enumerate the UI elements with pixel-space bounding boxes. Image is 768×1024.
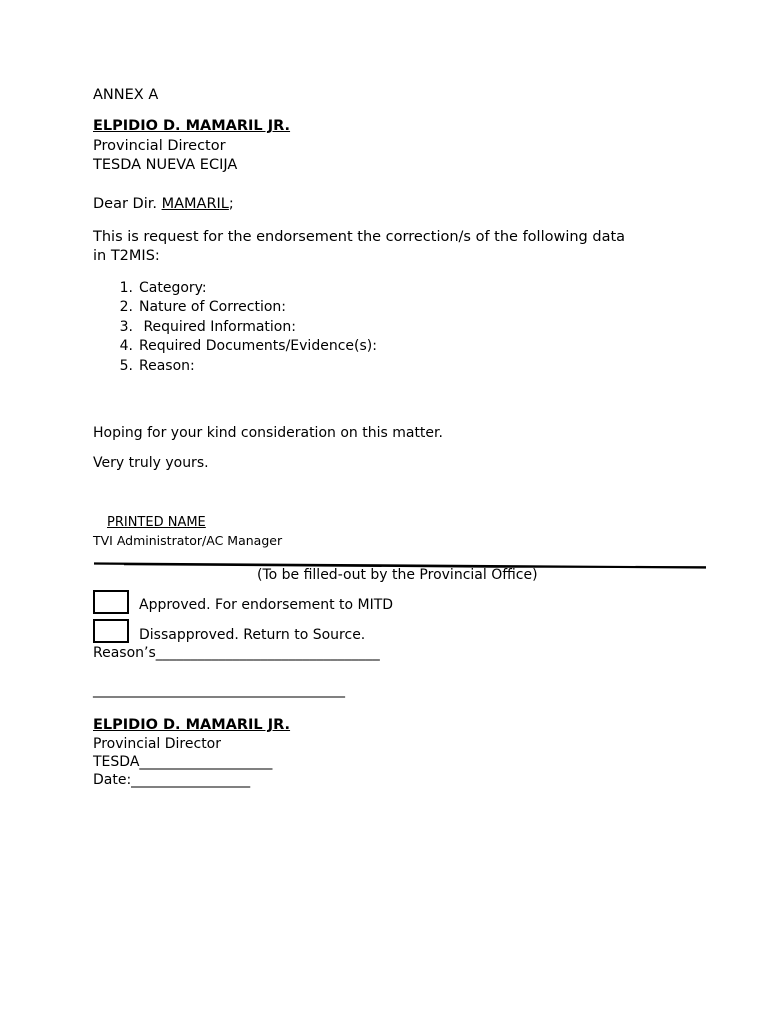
list-item-number: 5. <box>119 358 133 374</box>
valediction: Very truly yours. <box>93 455 209 471</box>
footer-tesda-line: TESDA___________________ <box>93 754 273 770</box>
salutation <box>93 196 234 212</box>
footer-signatory-name: ELPIDIO D. MAMARIL JR. <box>93 717 291 733</box>
disapproved-label: Dissapproved. Return to Source. <box>139 627 366 643</box>
request-line-1: This is request for the endorsement the correction/s of the following data <box>93 229 626 245</box>
list-item <box>109 338 377 354</box>
approved-checkbox[interactable] <box>93 590 129 614</box>
list-item <box>109 280 207 296</box>
footer-date-line: Date:_________________ <box>93 772 251 788</box>
list-item <box>109 319 296 335</box>
closing-line: Hoping for your kind consideration on this matter. <box>93 425 443 441</box>
signatory-position: TVI Administrator/AC Manager <box>93 533 283 548</box>
annex-label: ANNEX A <box>93 87 159 103</box>
list-item-label: Reason: <box>139 358 195 374</box>
addressee-name: ELPIDIO D. MAMARIL JR. <box>93 118 291 134</box>
salutation-name: MAMARIL <box>161 196 229 212</box>
addressee-position: Provincial Director <box>93 138 226 154</box>
list-item <box>109 299 286 315</box>
list-item-label: Nature of Correction: <box>139 299 287 315</box>
footer-signatory-position: Provincial Director <box>93 736 222 752</box>
request-line-2: in T2MIS: <box>93 248 160 264</box>
list-item-number: 3. <box>119 319 133 335</box>
signature-line: ____________________________________ <box>93 682 345 698</box>
list-item-number: 4. <box>119 338 133 354</box>
approved-label: Approved. For endorsement to MITD <box>139 597 394 613</box>
list-item-label: Category: <box>139 280 207 296</box>
salutation-prefix: Dear Dir. <box>93 196 162 212</box>
disapproved-checkbox[interactable] <box>93 619 129 643</box>
salutation-suffix: ; <box>228 196 234 212</box>
list-item-number: 2. <box>119 299 133 315</box>
list-item-label: Required Documents/Evidence(s): <box>139 338 377 354</box>
office-section-heading: (To be filled-out by the Provincial Office) <box>257 567 538 583</box>
list-item-number: 1. <box>119 280 133 296</box>
reason-line: Reason’s________________________________ <box>93 645 380 661</box>
list-item-label: Required Information: <box>139 319 296 335</box>
printed-name: PRINTED NAME <box>107 515 206 530</box>
list-item <box>109 358 195 374</box>
addressee-office: TESDA NUEVA ECIJA <box>93 157 238 173</box>
